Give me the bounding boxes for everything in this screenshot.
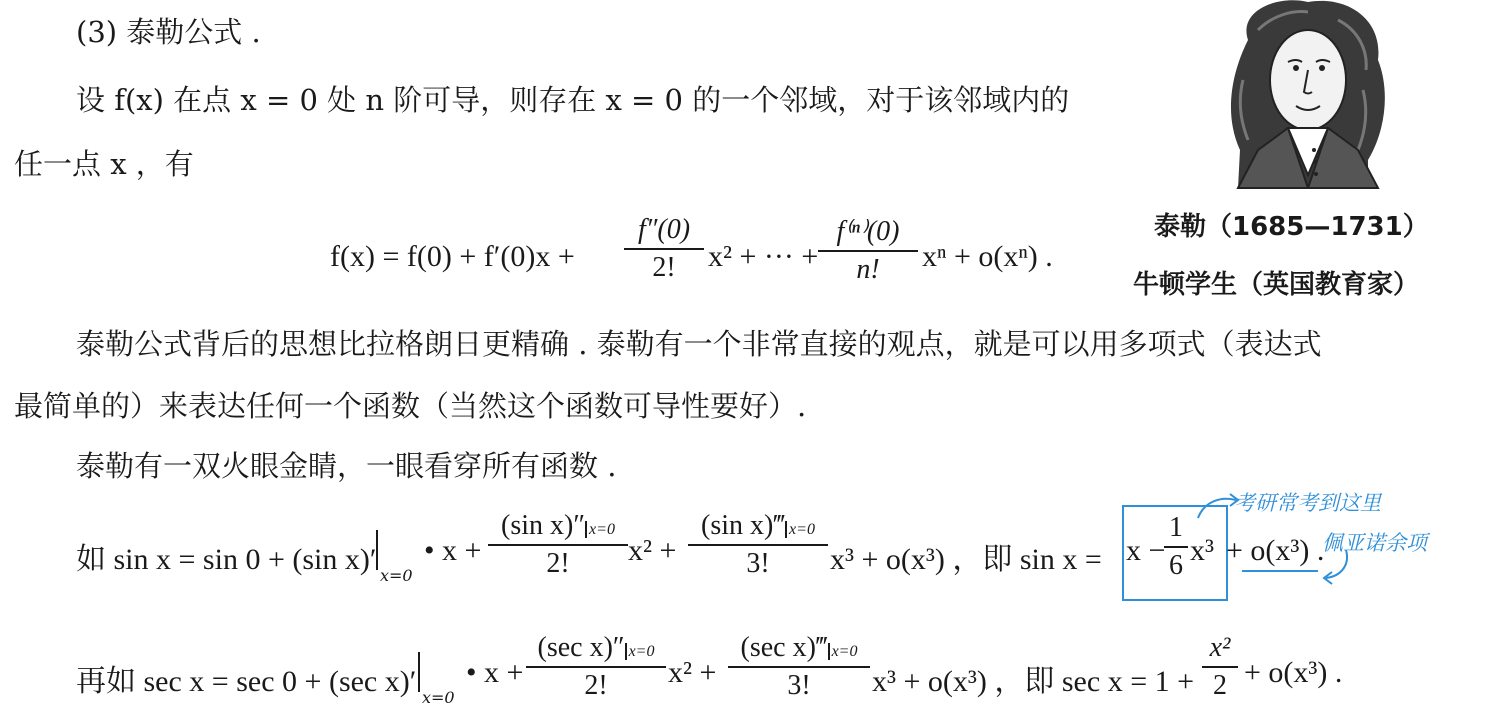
sin-remainder: + o(x³) . [1226,534,1325,567]
remainder-underline [1242,570,1318,572]
formula-frac-nth-derivative: f⁽ⁿ⁾(0) n! [818,214,918,286]
sin-frac-2: (sin x)″ x=0 2! [488,510,628,580]
sin-tail: x³ + o(x³) ，即 sin x = [830,543,1102,576]
paragraph-line-1: 泰勒公式背后的思想比拉格朗日更精确 . 泰勒有一个非常直接的观点，就是可以用多项式（表达式 [76,327,1322,361]
sec-lead: 再如 sec x = sec 0 + (sec x)′ [76,665,417,698]
annotation-arrow-top [1190,490,1250,520]
formula-frac-second-derivative: f″(0) 2! [624,214,704,284]
portrait-caption-name: 泰勒（1685—1731） [1154,212,1429,242]
portrait-caption-desc: 牛顿学生（英国教育家） [1133,270,1420,300]
paragraph-line-2: 最简单的）来表达任何一个函数（当然这个函数可导性要好）. [14,389,807,423]
sin-boxed-pre: x − [1126,534,1166,567]
sec-dot-x: • x + [466,656,524,689]
section-heading: (3) 泰勒公式 . [76,15,261,49]
sec-frac-3: (sec x)‴ x=0 3! [728,632,870,702]
formula-lhs: f(x) = f(0) + f′(0)x + [330,240,575,273]
formula-tail: xⁿ + o(xⁿ) . [922,240,1053,273]
sin-eval-1: x=0 [380,566,413,585]
sec-eval-1: x=0 [422,688,455,707]
sin-dot-x: • x + [424,534,482,567]
annotation-top: 考研常考到这里 [1234,491,1381,515]
sin-frac-3: (sin x)‴ x=0 3! [688,510,828,580]
sin-boxed-post: x³ [1190,534,1214,567]
sin-mid: x² + [628,534,677,567]
intro-line-2: 任一点 x ，有 [14,147,194,181]
annotation-arrow-side [1316,546,1356,586]
sec-frac-half: x² 2 [1202,632,1238,702]
sin-boxed-frac: 1 6 [1164,512,1188,582]
intro-line-1: 设 f(x) 在点 x = 0 处 n 阶可导，则存在 x = 0 的一个邻域，对于该邻域内的 [76,83,1070,117]
portrait-illustration [1218,0,1394,190]
paragraph-line-3: 泰勒有一双火眼金睛，一眼看穿所有函数 . [76,449,617,483]
formula-mid: x² + ··· + [708,240,819,273]
annotation-side: 佩亚诺余项 [1322,531,1427,555]
taylor-portrait [1218,0,1394,190]
sec-eval-bar [418,652,420,692]
sin-lead: 如 sin x = sin 0 + (sin x)′ [76,543,377,576]
sec-end: + o(x³) . [1244,656,1343,689]
sec-mid: x² + [668,656,717,689]
sec-tail: x³ + o(x³) ，即 sec x = 1 + [872,665,1195,698]
sin-eval-bar [376,530,378,570]
sec-frac-2: (sec x)″ x=0 2! [526,632,666,702]
